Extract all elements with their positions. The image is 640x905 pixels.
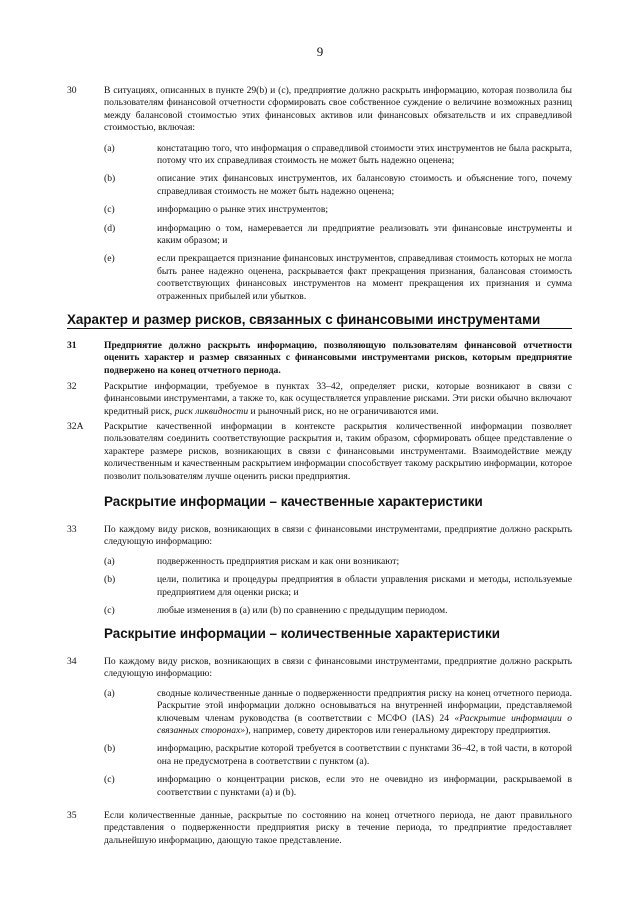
list-item <box>104 143 572 168</box>
list-item-label: (d) <box>104 222 116 234</box>
paragraph-number: 32A <box>67 421 84 432</box>
list-item-text: если прекращается признание финансовых инструментов, справедливая стоимость которых не могла быть ранее надежно оценена, раскрывается факт прекращения признания, балансовая стоимость соответствующих финансовых инструментов на момент прекращения их признания и сумма отраженных прибылей или убытков. <box>157 253 572 302</box>
list-item <box>104 253 572 303</box>
list-item-text: информацию о том, намеревается ли предприятие реализовать эти финансовые инструменты и каким образом; и <box>157 222 572 247</box>
list-item <box>104 556 572 568</box>
paragraph-text: По каждому виду рисков, возникающих в связи с финансовыми инструментами, предприятие должно раскрыть следующую информацию: <box>104 524 572 548</box>
list-item-label: (a) <box>104 687 115 699</box>
paragraph-number: 32 <box>67 381 77 392</box>
paragraph-34 <box>67 656 572 799</box>
list-item-text: любые изменения в (a) или (b) по сравнению с предыдущим периодом. <box>157 605 448 617</box>
list-item-label: (e) <box>104 253 115 265</box>
paragraph-text: По каждому виду рисков, возникающих в связи с финансовыми инструментами, предприятие должно раскрыть следующую информацию: <box>104 656 572 680</box>
page-number: 9 <box>316 44 324 59</box>
list-item-text-part: ), например, совету директоров или генеральному директору предприятия. <box>245 725 551 737</box>
paragraph-text: В ситуациях, описанных в пункте 29(b) и (c), предприятие должно раскрыть информацию, которая позволила бы пользователям финансовой отчетности сформировать свое собственное суждение о величине возможных разниц между балансовой стоимостью этих финансовых активов или финансовых обязательств и их справедливой стоимостью, включая: <box>104 85 572 134</box>
list-item-label: (c) <box>104 774 115 786</box>
list-item-label: (b) <box>104 173 116 185</box>
list-item <box>104 574 572 599</box>
list-item-text-italic: «Раскрытие информации о связанных сторонах» <box>157 712 573 737</box>
list-item-label: (b) <box>104 743 116 755</box>
paragraph-33 <box>67 524 572 617</box>
paragraph-number: 35 <box>67 810 77 821</box>
list-item-text: информацию о рынке этих инструментов; <box>157 204 329 216</box>
list-item-text: информацию, раскрытие которой требуется в соответствии с пунктами 36–42, в той части, в которой она не предусмотрена в соответствии с пунктом (a). <box>157 743 572 767</box>
list-item-label: (a) <box>104 555 115 567</box>
paragraph-text: Предприятие должно раскрыть информацию, позволяющую пользователям финансовой отчетности оценить характер и размер связанных с финансовыми инструментами рисков, которым предприятие подвержено на конец отчетного периода. <box>104 340 572 376</box>
section-subheading: Раскрытие информации – количественные характеристики <box>104 626 500 641</box>
paragraph-number: 31 <box>67 340 77 351</box>
paragraph-text: Раскрытие качественной информации в контексте раскрытия количественной информации позволяет пользователям соединить соответствующие раскрытия и, таким образом, сформировать общее представление о характере размере рисков, возникающих в связи с финансовыми инструментами. Взаимодействие между количественным и качественным раскрытием информации способствует такому раскрытию информации, которое позволит пользователям лучше оценить риски предприятия. <box>104 421 572 482</box>
list-item-label: (b) <box>104 574 116 586</box>
paragraph-30 <box>67 85 572 303</box>
list-item <box>104 605 572 617</box>
paragraph-32 <box>67 381 572 418</box>
list-item-text: цели, политика и процедуры предприятия в области управления рисками и методы, используемые предприятием для оценки риска; и <box>157 574 572 598</box>
list-item-label: (a) <box>104 142 115 154</box>
list-item-text: констатацию того, что информация о справедливой стоимости этих инструментов не была раскрыта, потому что их справедливая стоимость не может быть надежно оценена; <box>157 142 572 167</box>
list-item-text-part: сводные количественные данные о подверженности предприятия риску на конец отчетного периода. Раскрытие этой информации должно основываться на внутренней информации, представляемой ключевым членам руководства (в соответствии с МСФО (IAS) 24 <box>157 687 572 724</box>
list-item-label: (c) <box>104 605 115 617</box>
paragraph-31 <box>67 340 572 377</box>
section-heading: Характер и размер рисков, связанных с финансовыми инструментами <box>67 312 572 329</box>
list-item <box>104 223 572 248</box>
paragraph-35 <box>67 810 572 847</box>
list-item <box>104 688 572 738</box>
paragraph-number: 30 <box>67 85 77 96</box>
list-item <box>104 743 572 768</box>
paragraph-number: 34 <box>67 656 77 667</box>
list-item <box>104 774 572 799</box>
paragraph-text: Если количественные данные, раскрытые по состоянию на конец отчетного периода, не дают правильного представления о подверженности предприятия риску в течение периода, то предприятие предоставляет дальнейшую информацию, дающую такое представление. <box>104 810 572 846</box>
paragraph-text-part: Раскрытие информации, требуемое в пунктах 33–42, определяет риски, которые возникают в связи с финансовыми инструментами, а также то, как осуществляется управление рисками. Эти риски обычно включают кредитный риск, <box>104 381 572 417</box>
paragraph-text-italic: риск ликвидности <box>174 405 249 417</box>
paragraph-number: 33 <box>67 524 77 535</box>
list-item-label: (c) <box>104 204 115 216</box>
list-item-text: информацию о концентрации рисков, если это не очевидно из информации, раскрываемой в соответствии с пунктами (a) и (b). <box>157 774 572 798</box>
list-item-text: описание этих финансовых инструментов, их балансовую стоимость и объяснение того, почему справедливая стоимость не может быть надежно оценена; <box>157 173 572 197</box>
list-item <box>104 173 572 198</box>
section-subheading: Раскрытие информации – качественные характеристики <box>104 494 483 509</box>
paragraph-text <box>104 381 572 418</box>
list-item-text <box>157 688 572 738</box>
paragraph-text-part: и рыночный риск, но не ограничиваются ими. <box>248 405 439 417</box>
paragraph-32a <box>67 421 572 483</box>
list-item <box>104 204 572 216</box>
list-item-text: подверженность предприятия рискам и как они возникают; <box>157 555 400 567</box>
